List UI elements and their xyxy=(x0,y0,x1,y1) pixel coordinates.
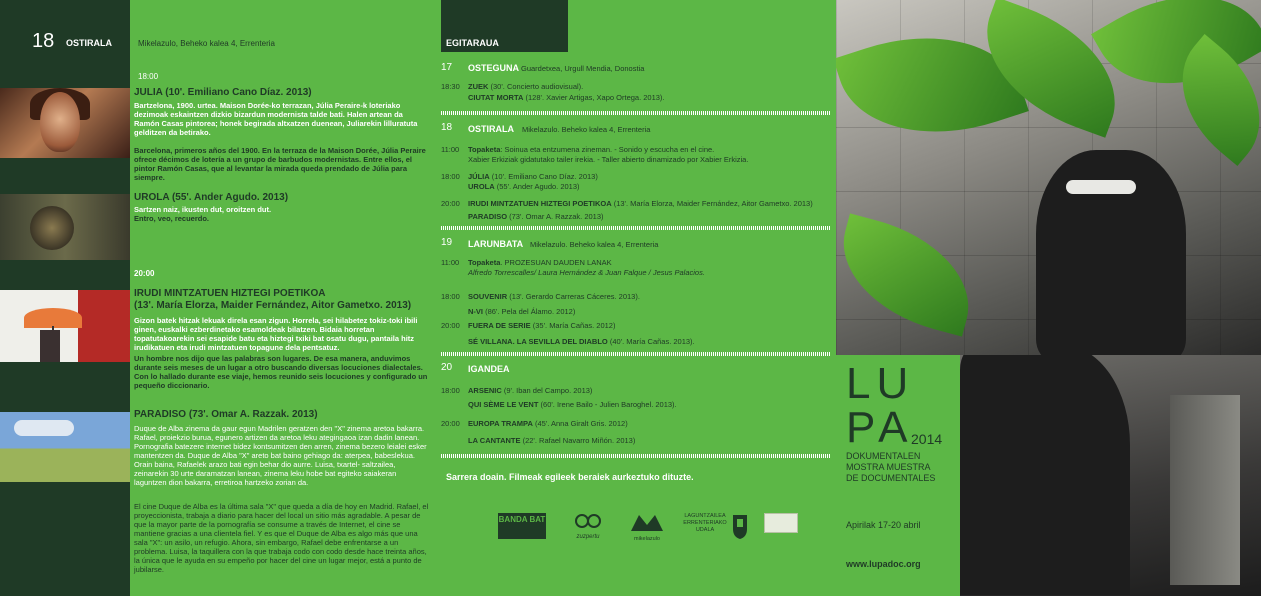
time: 20:00 xyxy=(441,419,460,428)
day19-place: Mikelazulo. Beheko kalea 4, Errenteria xyxy=(530,240,659,249)
brand-lu: LU xyxy=(846,359,915,408)
program-header: EGITARAUA xyxy=(446,38,499,48)
program-row-cantante: LA CANTANTE (22'. Rafael Navarro Miñón. 2013) xyxy=(468,436,636,445)
film-es-irudi: Un hombre nos dijo que las palabras son lugares. De esa manera, anduvimos durante seis meses de un lugar a otro buscando diversas locuciones dialectales. Con lo hallado durante ese viaje, hemos reunido seis locuciones y configurado un pequeño diccionario. xyxy=(134,354,428,390)
program-row-topaketa-b: Topaketa. PROZESUAN DAUDEN LANAK xyxy=(468,258,612,267)
julia-thumbnail xyxy=(0,88,130,158)
irudi-thumbnail xyxy=(0,290,130,362)
film-es-urola: Entro, veo, recuerdo. xyxy=(134,214,210,223)
program-row-paradiso: PARADISO (73'. Omar A. Razzak. 2013) xyxy=(468,212,604,221)
film-eu-urola: Sartzen naiz, ikusten dut, oroitzen dut. xyxy=(134,205,272,214)
program-row-topaketa-a-2: Xabier Erkiziak gidatutako tailer irekia. - Taller abierto dinamizado por Xabier Erkizia. xyxy=(468,155,749,164)
day-number: 18 xyxy=(32,30,55,52)
program-row-europa: EUROPA TRAMPA (45'. Anna Giralt Gris. 2012) xyxy=(468,419,628,428)
time: 18:00 xyxy=(441,172,460,181)
film-es-paradiso: El cine Duque de Alba es la última sala "X" que queda a día de hoy en Madrid. Rafael, el proyeccionista, trabaja a diario para hacer del local un sitio más agradable. A pesar de que la mayor parte de la pornografía se consume a través de Internet, el cine se mantiene gracias a una clientela fiel. Y es que el Duque de Alba es algo más que una sala "X": un asilo, un refugio. Ahora, sin embargo, Rafael debe enfrentarse a un problema. Luisa, la taquillera con la que trabaja codo con codo desde hace treinta años, la única que le ayuda en su empeño por hacer del cine un lugar mejor, está a punto de jubilarse. xyxy=(134,502,429,574)
brand-line3: DE DOCUMENTALES xyxy=(846,473,936,483)
film-title-irudi-2: (13'. María Elorza, Maider Fernández, Aitor Gametxo. 2013) xyxy=(134,300,412,311)
time: 18:00 xyxy=(441,386,460,395)
brand-pa: PA xyxy=(846,403,914,452)
shield-icon xyxy=(732,513,748,539)
program-row-se: SÉ VILLANA. LA SEVILLA DEL DIABLO (40'. María Cañas. 2013). xyxy=(468,337,695,346)
day17-place: Guardetxea, Urgull Mendia, Donostia xyxy=(521,64,645,73)
brand-year: 2014 xyxy=(911,431,943,447)
program-row-julia: JÚLIA (10'. Emiliano Cano Díaz. 2013) xyxy=(468,172,598,181)
film-title-irudi: IRUDI MINTZATUEN HIZTEGI POETIKOA xyxy=(134,288,326,299)
film-title-julia: JULIA (10'. Emiliano Cano Díaz. 2013) xyxy=(134,87,312,98)
poster-photo-top xyxy=(836,0,1261,355)
mikelazulo-logo: mikelazulo xyxy=(629,513,665,539)
program-row-fuera: FUERA DE SERIE (35'. María Cañas. 2012) xyxy=(468,321,616,330)
day19-name: LARUNBATA xyxy=(468,239,524,249)
brand-line2: MOSTRA MUESTRA xyxy=(846,462,931,472)
film-title-paradiso: PARADISO (73'. Omar A. Razzak. 2013) xyxy=(134,409,318,420)
divider xyxy=(441,352,831,356)
time: 11:00 xyxy=(441,258,460,267)
time-1800: 18:00 xyxy=(138,72,159,81)
day18-place: Mikelazulo. Beheko kalea 4, Errenteria xyxy=(522,125,651,134)
time: 20:00 xyxy=(441,199,460,208)
day18-name: OSTIRALA xyxy=(468,124,514,134)
brand-url[interactable]: www.lupadoc.org xyxy=(846,559,921,569)
day18-num: 18 xyxy=(441,122,453,133)
sponsors-panel xyxy=(436,492,836,596)
film-eu-julia: Bartzelona, 1900. urtea. Maison Dorée-ko terrazan, Júlia Peraire-k loteriako dezimoak eskaintzen dizkio bizardun modernista talde bati. Halen artean da Ramón Casas pintorea; honek begirada altxatzen duenean, Juliarekin lilluratuta gelditzen da betirako. xyxy=(134,101,418,137)
time: 18:00 xyxy=(441,292,460,301)
location: Mikelazulo, Beheko kalea 4, Errenteria xyxy=(138,39,275,48)
program-row-topaketa-b-2: Alfredo Torrescalles/ Laura Hernández & Juan Falque / Jesus Palacios. xyxy=(468,268,705,277)
program-row-nvi: N-VI (86'. Pela del Álamo. 2012) xyxy=(468,307,576,316)
film-title-urola: UROLA (55'. Ander Agudo. 2013) xyxy=(134,192,289,203)
day17-num: 17 xyxy=(441,62,453,73)
time: 20:00 xyxy=(441,321,460,330)
program-row-urola: UROLA (55'. Ander Agudo. 2013) xyxy=(468,182,580,191)
program-row-irudi: IRUDI MINTZATUEN HIZTEGI POETIKOA (13'. María Elorza, Maider Fernández, Aitor Gametxo. 2013) xyxy=(468,199,813,208)
program-row-arsenic: ARSENIC (9'. Iban del Campo. 2013) xyxy=(468,386,593,395)
day17-name: OSTEGUNA xyxy=(468,63,520,73)
brand-dates: Apirilak 17-20 abril xyxy=(846,520,921,530)
divider xyxy=(441,454,831,458)
brand-line1: DOKUMENTALEN xyxy=(846,451,921,461)
film-eu-paradiso: Duque de Alba zinema da gaur egun Madrilen geratzen den "X" zinema aretoa bakarra. Rafael, proiekzio burua, egunero artizen da aretoa leku ategingaoa izan dadin lanean. Pornografia batezere internet bidez kontsumitzen den arren, zinema bezero leialei esker mantentzen da. Duque de Alba "X" areto bat baino gehiago da: aterpea, babeslekua. Orain baina, Rafaelek arazo bati egin behar dio aurre. Luisa, txartel- saltzailea, zeinarekin 30 urte daramatzan lanean, zinema leku hobe bat egiteko saiakeran laguntzen dion bakarra, erretiroa hartzeko zorian da. xyxy=(134,424,427,487)
day-name: OSTIRALA xyxy=(66,38,112,48)
free-entry-note: Sarrera doain. Filmeak egileek beraiek aurkeztuko dituzte. xyxy=(446,472,694,482)
partner-logo xyxy=(764,513,798,533)
program-row-topaketa-a: Topaketa: Soinua eta entzumena zineman. - Sonido y escucha en el cine. xyxy=(468,145,715,154)
urola-thumbnail xyxy=(0,194,130,260)
zuzpertu-logo: zuzpertu xyxy=(573,513,603,539)
program-row-ciutat: CIUTAT MORTA (128'. Xavier Artigas, Xapo Ortega. 2013). xyxy=(468,93,665,102)
program-row-qui: QUI SÈME LE VENT (60'. Irene Bailo - Julien Baroghel. 2013). xyxy=(468,400,677,409)
paradiso-thumbnail xyxy=(0,412,130,482)
errenteria-text-logo: LAGUNTZAILEA ERRENTERIAKO UDALA xyxy=(683,513,727,533)
program-row-zuek: ZUEK (30'. Concierto audiovisual). xyxy=(468,82,584,91)
day20-num: 20 xyxy=(441,362,453,373)
divider xyxy=(441,111,831,115)
day20-name: IGANDEA xyxy=(468,364,510,374)
film-es-julia: Barcelona, primeros años del 1900. En la terraza de la Maison Dorée, Júlia Peraire ofrece décimos de lotería a un grupo de barbudos modernistas. Entre ellos, el pintor Ramón Casas, que al levantar la mirada queda prendado de Júlia para siempre. xyxy=(134,146,426,182)
time: 11:00 xyxy=(441,145,460,154)
time: 18:30 xyxy=(441,82,460,91)
bandabat-logo: BANDA BAT xyxy=(498,513,546,539)
divider xyxy=(441,226,831,230)
sunglasses-icon xyxy=(1066,180,1136,194)
poster-photo-bottom xyxy=(960,355,1261,596)
film-eu-irudi: Gizon batek hitzak lekuak direla esan zigun. Horrela, sei hilabetez tokiz-toki ibili ginen, euskalki ezberdinetako esamoldeak bilatzen. Bidaia horretan topatutakoarekin sei esapide batu eta hiztegi txiki bat osatu dugu, pantaila hitz irudikatuen eta irudi mintzatuen topagune dela pentsatuz. xyxy=(134,316,418,352)
day19-num: 19 xyxy=(441,237,453,248)
program-row-souvenir: SOUVENIR (13'. Gerardo Carreras Cáceres. 2013). xyxy=(468,292,640,301)
time-2000: 20:00 xyxy=(134,269,155,278)
